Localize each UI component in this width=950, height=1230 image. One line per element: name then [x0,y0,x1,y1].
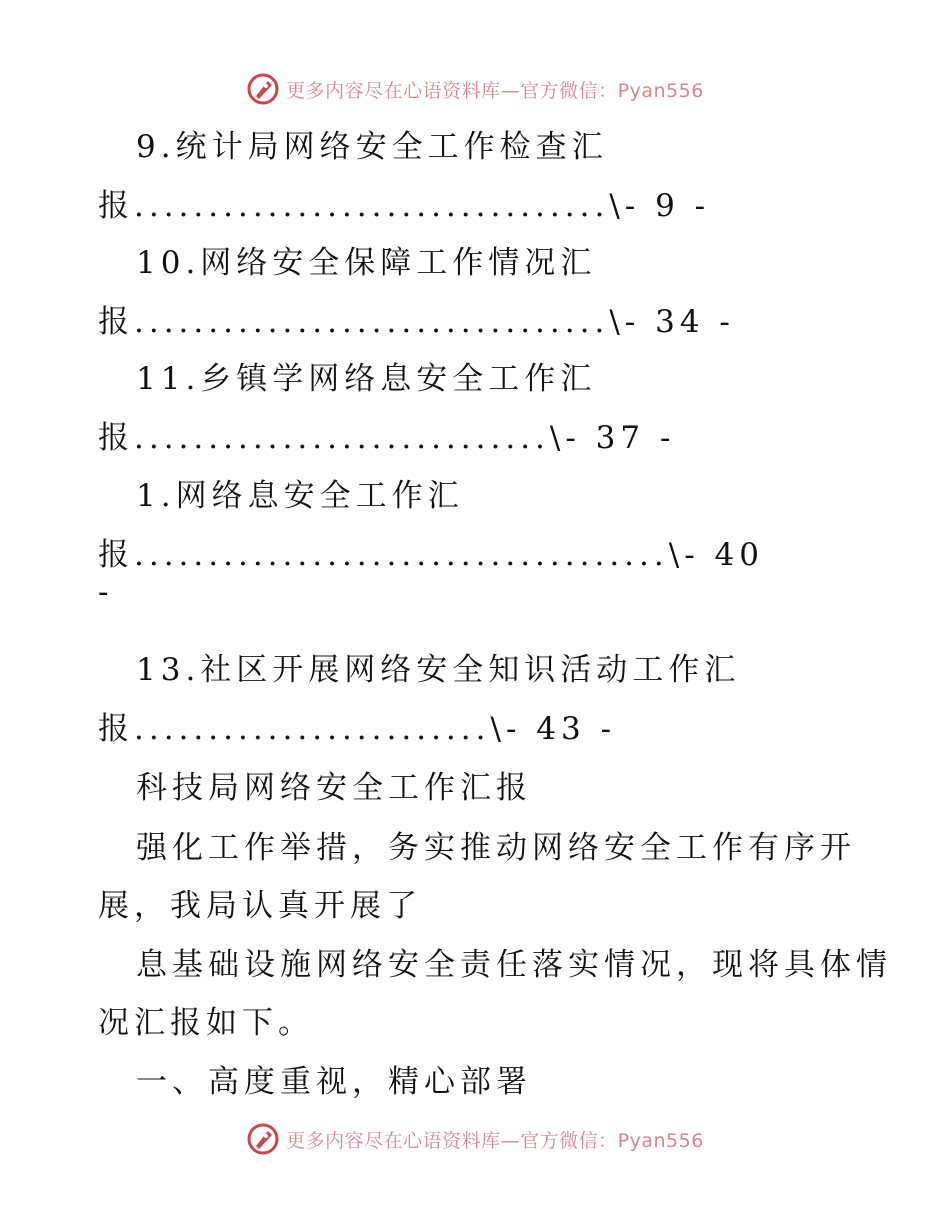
section-heading: 科技局网络安全工作汇报 [136,770,532,806]
pen-nib-logo-icon [246,72,280,106]
paragraph-line: 展，我局认真开展了 [98,888,422,924]
paragraph-line: 息基础设施网络安全责任落实情况，现将具体情 [136,947,892,983]
toc-entry-trail: - [98,574,114,610]
toc-entry-leader: 报................................\- 9 - [98,188,711,224]
toc-entry-title: 9.统计局网络安全工作检查汇 [136,129,608,165]
watermark-header [0,72,950,106]
toc-entry-leader: 报....................................\- 40 [98,537,764,573]
toc-entry-title: 10.网络安全保障工作情况汇 [136,245,597,281]
watermark-text: 更多内容尽在心语资料库—官方微信：Pyan556 [286,1129,704,1152]
watermark-footer [0,1122,950,1156]
toc-entry-leader: 报........................\- 43 - [98,711,617,747]
subsection-heading: 一、高度重视，精心部署 [136,1064,532,1100]
toc-entry-title: 13.社区开展网络安全知识活动工作汇 [136,652,741,688]
watermark-text: 更多内容尽在心语资料库—官方微信：Pyan556 [286,79,704,102]
toc-entry-title: 1.网络息安全工作汇 [136,478,464,514]
pen-nib-logo-icon [246,1122,280,1156]
toc-entry-title: 11.乡镇学网络息安全工作汇 [136,361,597,397]
toc-entry-leader: 报............................\- 37 - [98,420,676,456]
toc-entry-leader: 报................................\- 34 - [98,304,735,340]
paragraph-line: 况汇报如下。 [98,1005,314,1041]
paragraph-line: 强化工作举措，务实推动网络安全工作有序开 [136,830,856,866]
